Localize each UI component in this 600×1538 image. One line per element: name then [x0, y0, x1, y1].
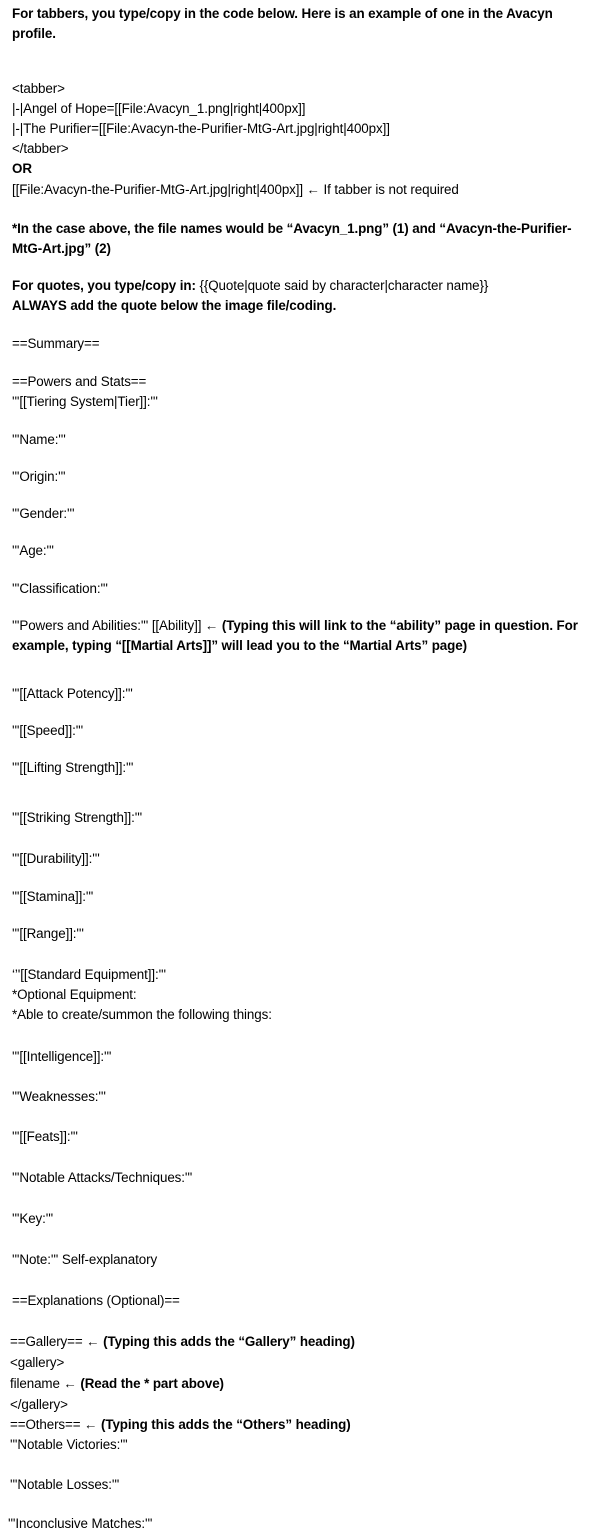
tabber-open: <tabber>	[12, 81, 65, 96]
quotes-line	[12, 276, 488, 296]
left-arrow-icon: ←	[84, 1417, 98, 1432]
summon-field: *Able to create/summon the following things:	[12, 1007, 272, 1022]
alt-code-line	[12, 180, 459, 200]
quotes-label: For quotes, you type/copy in:	[12, 278, 196, 293]
optional-equipment-field: *Optional Equipment:	[12, 987, 137, 1002]
notable-victories-field: '''Notable Victories:'''	[10, 1437, 128, 1452]
tabber-line-1: |-|Angel of Hope=[[File:Avacyn_1.png|right|400px]]	[12, 101, 306, 116]
speed-field: '''[[Speed]]:'''	[12, 723, 84, 738]
powers-note: (Typing this will link to the “ability” page in question. For example, typing “[[Martial Arts]]” will lead you to the “Martial Arts” page)	[12, 618, 578, 653]
tabber-close: </tabber>	[12, 141, 69, 156]
origin-field: '''Origin:'''	[12, 469, 66, 484]
powers-abilities-field	[12, 616, 592, 656]
intelligence-field: '''[[Intelligence]]:'''	[12, 1049, 112, 1064]
alt-code: [[File:Avacyn-the-Purifier-MtG-Art.jpg|right|400px]]	[12, 182, 303, 197]
gallery-heading: ==Gallery==	[10, 1334, 83, 1349]
powers-heading: ==Powers and Stats==	[12, 374, 147, 389]
range-field: '''[[Range]]:'''	[12, 926, 84, 941]
tier-field: '''[[Tiering System|Tier]]:'''	[12, 394, 158, 409]
techniques-field: '''Notable Attacks/Techniques:'''	[12, 1170, 193, 1185]
tabber-line-2: |-|The Purifier=[[File:Avacyn-the-Purifier-MtG-Art.jpg|right|400px]]	[12, 121, 390, 136]
gallery-heading-line	[10, 1332, 355, 1352]
quotes-note: ALWAYS add the quote below the image file/coding.	[12, 298, 337, 313]
powers-code: '''Powers and Abilities:''' [[Ability]]	[12, 618, 202, 633]
filename: filename	[10, 1376, 60, 1391]
weaknesses-field: '''Weaknesses:'''	[12, 1089, 106, 1104]
durability-field: '''[[Durability]]:'''	[12, 851, 100, 866]
age-field: '''Age:'''	[12, 543, 54, 558]
notable-losses-field: '''Notable Losses:'''	[10, 1477, 120, 1492]
gender-field: '''Gender:'''	[12, 506, 75, 521]
left-arrow-icon: ←	[204, 618, 219, 633]
gallery-note: (Typing this adds the “Gallery” heading)	[103, 1334, 355, 1349]
gallery-close: </gallery>	[10, 1397, 68, 1412]
inconclusive-matches-field: '''Inconclusive Matches:'''	[8, 1516, 153, 1531]
quotes-code: {{Quote|quote said by character|character name}}	[199, 278, 489, 293]
key-field: '''Key:'''	[12, 1211, 54, 1226]
others-heading-line	[10, 1415, 351, 1435]
or-label: OR	[12, 161, 32, 176]
tabber-intro: For tabbers, you type/copy in the code below. Here is an example of one in the Avacyn profile.	[12, 6, 553, 41]
left-arrow-icon: ←	[63, 1376, 77, 1391]
left-arrow-icon: ←	[306, 182, 320, 197]
striking-strength-field: '''[[Striking Strength]]:'''	[12, 810, 143, 825]
filenames-note: *In the case above, the file names would be “Avacyn_1.png” (1) and “Avacyn-the-Purifier-MtG-Art.jpg” (2)	[12, 221, 572, 256]
note-text: Self-explanatory	[61, 1252, 158, 1267]
others-heading: ==Others==	[10, 1417, 81, 1432]
summary-heading: ==Summary==	[12, 336, 100, 351]
note-label: '''Note:'''	[12, 1252, 59, 1267]
classification-field: '''Classification:'''	[12, 581, 108, 596]
stamina-field: '''[[Stamina]]:'''	[12, 889, 94, 904]
standard-equipment-field: ‘’'[[Standard Equipment]]:'''	[12, 967, 166, 982]
gallery-open: <gallery>	[10, 1355, 65, 1370]
attack-potency-field: '''[[Attack Potency]]:'''	[12, 686, 133, 701]
filename-note: (Read the * part above)	[80, 1376, 224, 1391]
others-note: (Typing this adds the “Others” heading)	[101, 1417, 351, 1432]
feats-field: '''[[Feats]]:'''	[12, 1129, 78, 1144]
left-arrow-icon: ←	[86, 1334, 100, 1349]
name-field: '''Name:'''	[12, 432, 66, 447]
filename-line	[10, 1374, 224, 1394]
lifting-strength-field: '''[[Lifting Strength]]:'''	[12, 760, 134, 775]
explanations-heading: ==Explanations (Optional)==	[12, 1293, 180, 1308]
note-field	[12, 1250, 157, 1270]
alt-note: If tabber is not required	[323, 182, 459, 197]
